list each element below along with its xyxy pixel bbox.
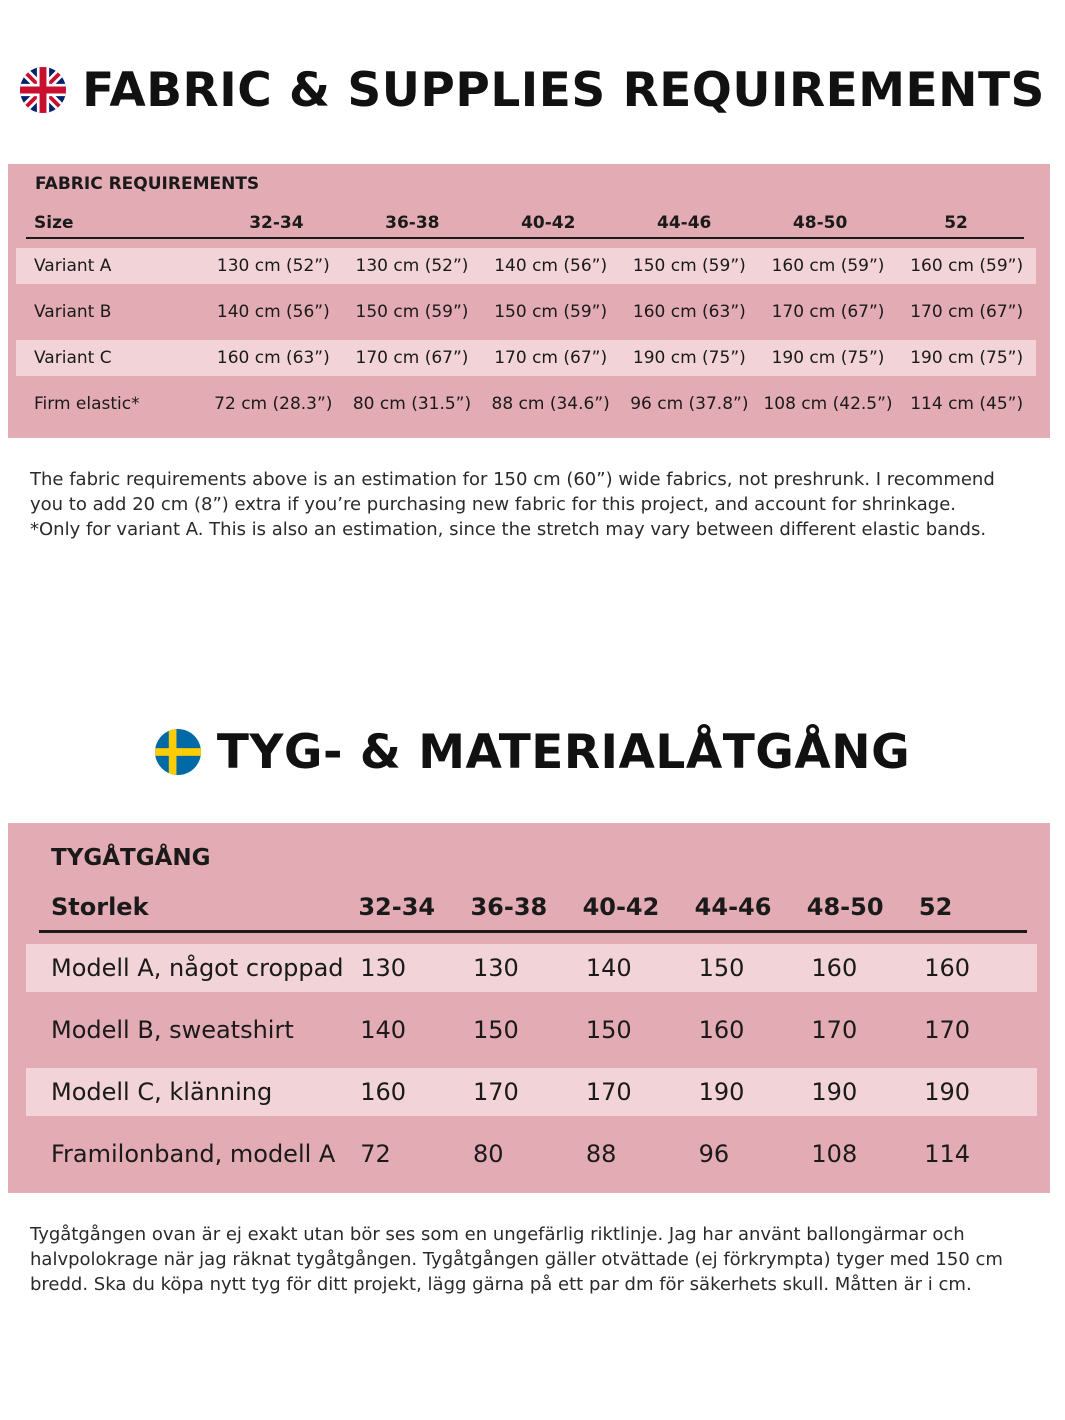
table-cell: 160 cm (59”) bbox=[771, 256, 885, 276]
column-header: 36-38 bbox=[385, 213, 440, 233]
table-cell: 160 cm (59”) bbox=[910, 256, 1024, 276]
header-divider bbox=[39, 930, 1027, 933]
note-line: Tygåtgången ovan är ej exakt utan bör ses som en ungefärlig riktlinje. Jag har använt ballongärmar och bbox=[30, 1224, 965, 1245]
english-note bbox=[30, 467, 1040, 542]
table-cell: 170 cm (67”) bbox=[355, 348, 469, 368]
table-title: FABRIC REQUIREMENTS bbox=[35, 174, 260, 194]
table-row bbox=[16, 294, 1036, 330]
table-cell: 190 cm (75”) bbox=[632, 348, 746, 368]
swedish-heading bbox=[0, 720, 1065, 784]
note-line: *Only for variant A. This is also an estimation, since the stretch may vary between different elastic bands. bbox=[30, 519, 987, 540]
row-label: Variant B bbox=[34, 302, 112, 322]
english-heading bbox=[0, 58, 1065, 122]
table-cell: 160 cm (63”) bbox=[216, 348, 330, 368]
table-row bbox=[16, 386, 1036, 422]
column-header: 32-34 bbox=[358, 893, 436, 921]
table-cell: 150 bbox=[698, 954, 745, 982]
uk-flag-icon bbox=[20, 67, 66, 113]
table-cell: 150 cm (59”) bbox=[632, 256, 746, 276]
table-cell: 140 cm (56”) bbox=[494, 256, 608, 276]
table-cell: 80 bbox=[473, 1140, 504, 1168]
column-header: 44-46 bbox=[694, 893, 772, 921]
table-cell: 114 bbox=[924, 1140, 971, 1168]
column-header: 40-42 bbox=[582, 893, 660, 921]
table-row bbox=[26, 1006, 1037, 1054]
table-cell: 130 cm (52”) bbox=[355, 256, 469, 276]
table-row bbox=[16, 340, 1036, 376]
table-cell: 170 bbox=[811, 1016, 858, 1044]
column-header: 48-50 bbox=[806, 893, 884, 921]
table-row bbox=[26, 1068, 1037, 1116]
table-cell: 170 cm (67”) bbox=[910, 302, 1024, 322]
table-cell: 190 bbox=[698, 1078, 745, 1106]
column-header: 36-38 bbox=[470, 893, 548, 921]
table-cell: 150 cm (59”) bbox=[355, 302, 469, 322]
tygatgang-table bbox=[8, 823, 1050, 1193]
fabric-requirements-table bbox=[8, 164, 1050, 438]
table-row bbox=[26, 1130, 1037, 1178]
table-cell: 160 cm (63”) bbox=[632, 302, 746, 322]
table-cell: 160 bbox=[360, 1078, 407, 1106]
note-line: you to add 20 cm (8”) extra if you’re purchasing new fabric for this project, and account for shrinkage. bbox=[30, 494, 957, 515]
table-cell: 170 bbox=[473, 1078, 519, 1106]
column-header: 44-46 bbox=[656, 213, 712, 233]
table-cell: 130 cm (52”) bbox=[216, 256, 330, 276]
table-cell: 72 bbox=[360, 1140, 391, 1168]
table-cell: 140 cm (56”) bbox=[216, 302, 330, 322]
table-cell: 140 bbox=[585, 954, 632, 982]
table-cell: 88 bbox=[585, 1140, 617, 1168]
table-cell: 130 bbox=[360, 954, 407, 982]
table-row bbox=[26, 944, 1037, 992]
table-cell: 160 bbox=[698, 1016, 745, 1044]
header-divider bbox=[26, 237, 1024, 239]
table-cell: 80 cm (31.5”) bbox=[352, 394, 472, 414]
swedish-heading-text: TYG- & MATERIALÅTGÅNG bbox=[216, 724, 911, 780]
table-cell: 170 bbox=[585, 1078, 632, 1106]
table-cell: 160 bbox=[924, 954, 971, 982]
table-cell: 190 bbox=[811, 1078, 858, 1106]
table-cell: 96 cm (37.8”) bbox=[630, 394, 749, 414]
table-row bbox=[16, 248, 1036, 284]
table-cell: 150 cm (59”) bbox=[494, 302, 608, 322]
row-label: Modell C, klänning bbox=[51, 1078, 273, 1106]
table-title: TYGÅTGÅNG bbox=[51, 845, 211, 871]
table-cell: 170 cm (67”) bbox=[771, 302, 885, 322]
note-line: bredd. Ska du köpa nytt tyg för ditt projekt, lägg gärna på ett par dm för säkerhets skull. Måtten är i cm. bbox=[30, 1274, 972, 1295]
table-cell: 96 bbox=[698, 1140, 730, 1168]
table-cell: 72 cm (28.3”) bbox=[214, 394, 333, 414]
table-header-row bbox=[34, 208, 1024, 238]
row-label: Variant A bbox=[34, 256, 112, 276]
column-header: 40-42 bbox=[521, 213, 576, 233]
note-line: halvpolokrage när jag räknat tygåtgången. Tygåtgången gäller otvättade (ej förkrympta) tyger med 150 cm bbox=[30, 1249, 1003, 1270]
sweden-flag-icon bbox=[155, 729, 201, 775]
table-cell: 190 cm (75”) bbox=[910, 348, 1024, 368]
table-cell: 114 cm (45”) bbox=[910, 394, 1024, 414]
swedish-note bbox=[30, 1222, 1040, 1297]
table-cell: 88 cm (34.6”) bbox=[491, 394, 610, 414]
table-cell: 140 bbox=[360, 1016, 407, 1044]
table-cell: 160 bbox=[811, 954, 858, 982]
table-cell: 130 bbox=[473, 954, 519, 982]
table-cell: 190 bbox=[924, 1078, 971, 1106]
column-header: 52 bbox=[944, 213, 968, 233]
note-line: The fabric requirements above is an estimation for 150 cm (60”) wide fabrics, not preshrunk. I recommend bbox=[30, 469, 995, 490]
table-cell: 170 cm (67”) bbox=[494, 348, 608, 368]
row-label: Modell B, sweatshirt bbox=[51, 1016, 294, 1044]
row-label: Modell A, något croppad bbox=[51, 954, 344, 982]
english-heading-text: FABRIC & SUPPLIES REQUIREMENTS bbox=[82, 62, 1045, 118]
column-header: Storlek bbox=[51, 893, 149, 921]
table-header-row bbox=[51, 887, 1031, 927]
table-cell: 150 bbox=[585, 1016, 632, 1044]
column-header: 48-50 bbox=[792, 213, 848, 233]
table-cell: 190 cm (75”) bbox=[771, 348, 885, 368]
table-cell: 150 bbox=[473, 1016, 519, 1044]
column-header: 52 bbox=[918, 893, 953, 921]
row-label: Firm elastic* bbox=[34, 394, 140, 414]
row-label: Framilonband, modell A bbox=[51, 1140, 336, 1168]
table-cell: 108 cm (42.5”) bbox=[763, 394, 893, 414]
table-cell: 170 bbox=[924, 1016, 971, 1044]
column-header: Size bbox=[34, 213, 74, 233]
table-cell: 108 bbox=[811, 1140, 858, 1168]
row-label: Variant C bbox=[34, 348, 112, 368]
column-header: 32-34 bbox=[249, 213, 304, 233]
